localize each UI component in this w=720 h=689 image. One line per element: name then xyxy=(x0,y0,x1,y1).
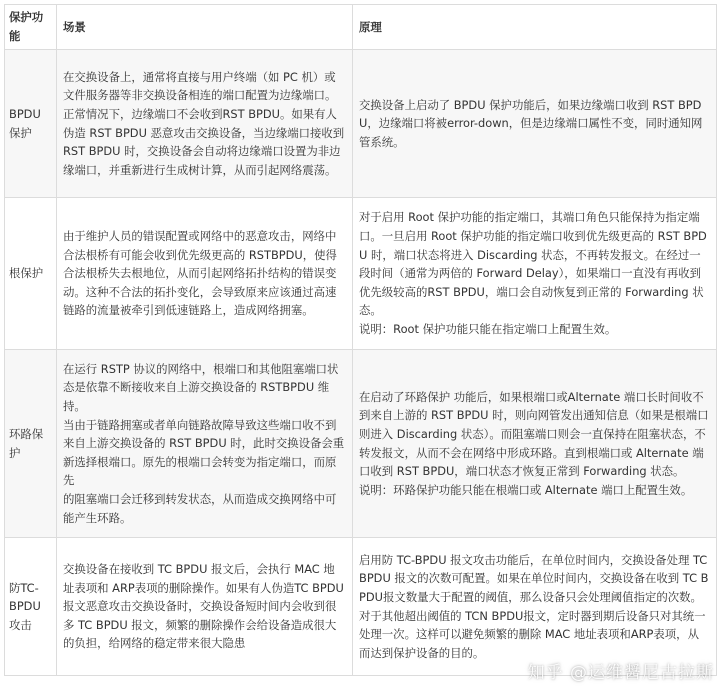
principle-cell xyxy=(353,198,717,350)
table-row xyxy=(5,538,717,676)
zhihu-watermark: 知乎 @运维醤尼古拉斯 xyxy=(527,663,714,683)
header-feature: 保护功能 xyxy=(5,5,57,50)
principle-cell xyxy=(353,538,717,676)
principle-cell xyxy=(353,50,717,198)
feature-cell: 防TC-BPDU攻击 xyxy=(5,538,57,676)
principle-text: 启用防 TC-BPDU 报文攻击功能后，在单位时间内，交换设备处理 TC BPDU 报文的次数可配置。如果在单位时间内，交换设备在收到 TC BPDU报文数量大于配置的阈值，那么设备只会处理阈值指定的次数。对于其他超出阈值的 TCN BPDU报文，定时器到期后设备只对其统一处理一次。这样可以避免频繁的删除 MAC 地址表项和ARP表项，从而达到保护设备的目的。 xyxy=(359,552,709,660)
scenario-cell xyxy=(57,538,353,676)
principle-text: 说明：环路保护功能只能在根端口或 Alternate 端口上配置生效。 xyxy=(359,482,693,497)
principle-text: 说明：Root 保护功能只能在指定端口上配置生效。 xyxy=(359,321,617,336)
scenario-cell xyxy=(57,198,353,350)
scenario-cell xyxy=(57,50,353,198)
scenario-text: 由于维护人员的错误配置或网络中的恶意攻击，网络中合法根桥有可能会收到优先级更高的 RSTBPDU，使得合法根桥失去根地位，从而引起网络拓扑结构的错误变动。这种不合法的拓扑变化，会导致原来应该通过高速链路的流量被牵引到低速链路上，造成网络拥塞。 xyxy=(63,229,337,318)
feature-cell: 根保护 xyxy=(5,198,57,350)
feature-cell: 环路保护 xyxy=(5,350,57,538)
feature-cell: BPDU保护 xyxy=(5,50,57,198)
header-scenario: 场景 xyxy=(57,5,353,50)
scenario-cell xyxy=(57,350,353,538)
scenario-text: 正常情况下，边缘端口不会收到RST BPDU。如果有人伪造 RST BPDU 恶意攻击交换设备，当边缘端口接收到 RST BPDU 时，交换设备会自动将边缘端口设置为非边缘端口，并重新进行生成树计算，从而引起网络震荡。 xyxy=(63,106,345,177)
table-row xyxy=(5,50,717,198)
principle-cell xyxy=(353,350,717,538)
principle-text: 交换设备上启动了 BPDU 保护功能后，如果边缘端口收到 RST BPDU，边缘端口将被error-down，但是边缘端口属性不变，同时通知网管系统。 xyxy=(359,97,703,149)
scenario-text: 的阻塞端口会迁移到转发状态，从而造成交换网络中可能产生环路。 xyxy=(63,491,337,525)
principle-text: 在启动了环路保护 功能后，如果根端口或Alternate 端口长时间收不到来自上游的 RST BPDU 时，则向网管发出通知信息（如果是根端口则进入 Discarding 状态）。而阻塞端口则会一直保持在阻塞状态，不转发报文，从而不会在网络中形成环路。直到根端口或 Alternate 端口收到 RST BPDU，端口状态才恢复正常到 Forwarding 状态。 xyxy=(359,389,709,479)
scenario-text: 在交换设备上，通常将直接与用户终端（如 PC 机）或文件服务器等非交换设备相连的端口配置为边缘端口。 xyxy=(63,69,337,103)
header-principle: 原理 xyxy=(353,5,717,50)
table-row xyxy=(5,198,717,350)
scenario-text: 交换设备在接收到 TC BPDU 报文后，会执行 MAC 地址表项和 ARP表项的删除操作。如果有人伪造TC BPDU 报文恶意攻击交换设备时，交换设备短时间内会收到很多 TC BPDU 报文，频繁的删除操作会给设备造成很大的负担，给网络的稳定带来很大隐患 xyxy=(63,562,344,651)
stp-protection-table xyxy=(4,4,717,676)
table-row xyxy=(5,350,717,538)
principle-text: 对于启用 Root 保护功能的指定端口，其端口角色只能保持为指定端口。一旦启用 Root 保护功能的指定端口收到优先级更高的 RST BPDU 时，端口状态将进入 Discarding 状态，不再转发报文。在经过一段时间（通常为两倍的 Forward Delay），如果端口一直没有再收到优先级较高的RST BPDU，端口会自动恢复到正常的 Forwarding 状态。 xyxy=(359,210,707,318)
table-header-row xyxy=(5,5,717,50)
scenario-text: 当由于链路拥塞或者单向链路故障导致这些端口收不到来自上游交换设备的 RST BPDU 时，此时交换设备会重新选择根端口。原先的根端口会转变为指定端口，而原先 xyxy=(63,417,345,488)
scenario-text: 在运行 RSTP 协议的网络中，根端口和其他阻塞端口状态是依靠不断接收来自上游交换设备的 RSTBPDU 维持。 xyxy=(63,361,339,414)
